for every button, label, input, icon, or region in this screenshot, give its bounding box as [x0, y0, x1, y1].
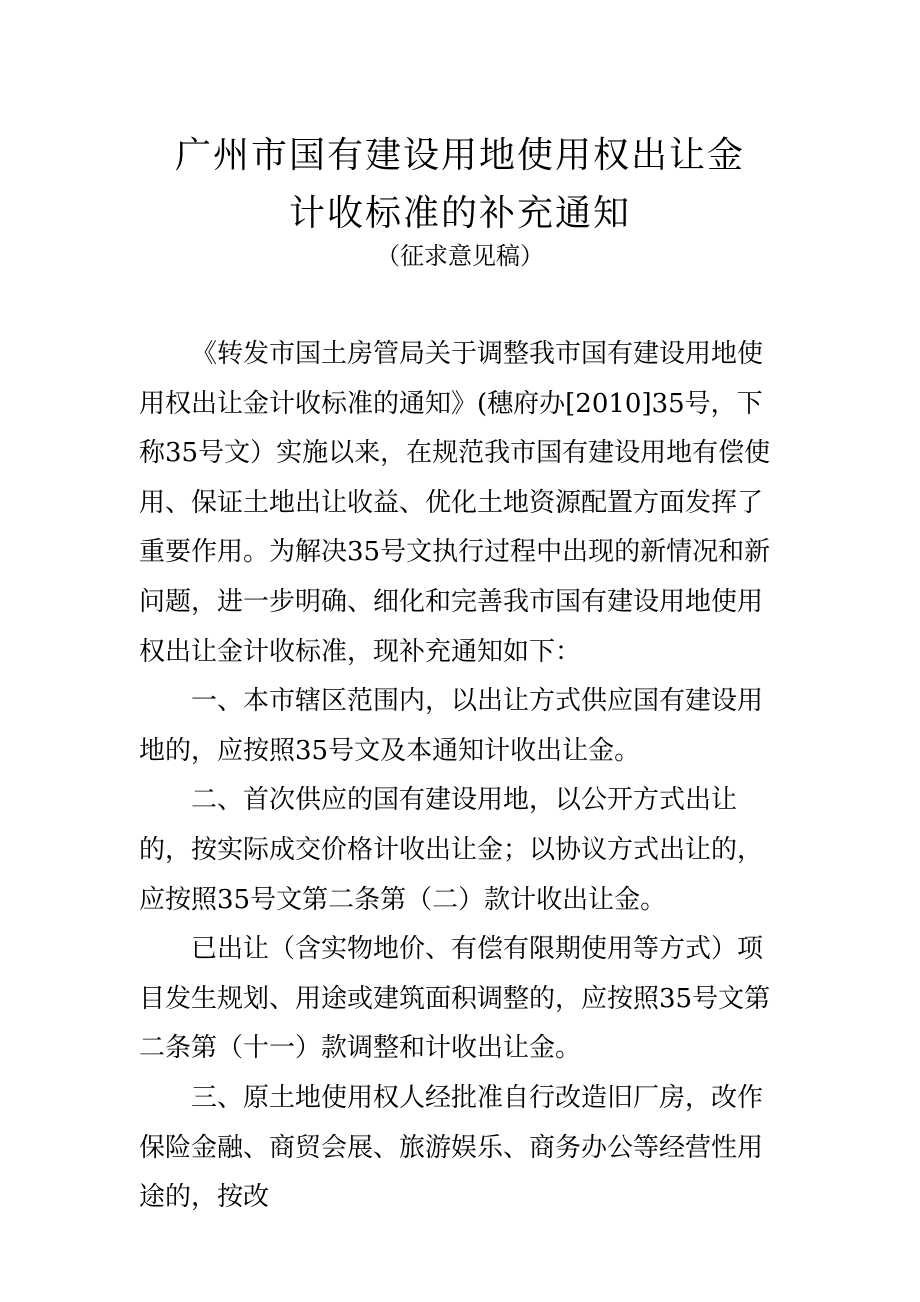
- document-body: [139, 330, 781, 1223]
- paragraph-item-2: 二、首次供应的国有建设用地，以公开方式出让的，按实际成交价格计收出让金；以协议方式出让的，应按照35号文第二条第（二）款计收出让金。: [139, 785, 764, 915]
- paragraph-item-1: 一、本市辖区范围内，以出让方式供应国有建设用地的，应按照35号文及本通知计收出让金。: [139, 686, 764, 766]
- paragraph-item-2-supplement: 已出让（含实物地价、有偿有限期使用等方式）项目发生规划、用途或建筑面积调整的，应按照35号文第二条第（十一）款调整和计收出让金。: [139, 934, 771, 1064]
- document-subtitle: （征求意见稿）: [376, 242, 544, 270]
- paragraph-item-3: 三、原土地使用权人经批准自行改造旧厂房，改作保险金融、商贸会展、旅游娱乐、商务办公等经营性用途的，按改: [139, 1082, 764, 1213]
- paragraph-intro: 《转发市国土房管局关于调整我市国有建设用地使用权出让金计收标准的通知》(穗府办[2010]35号，下称35号文）实施以来，在规范我市国有建设用地有偿使用、保证土地出让收益、优化土地资源配置方面发挥了重要作用。为解决35号文执行过程中出现的新情况和新问题，进一步明确、细化和完善我市国有建设用地使用权出让金计收标准，现补充通知如下：: [139, 339, 771, 667]
- document-title-line-1: 广州市国有建设用地使用权出让金: [174, 135, 745, 176]
- document-title-line-2: 计收标准的补充通知: [288, 193, 631, 234]
